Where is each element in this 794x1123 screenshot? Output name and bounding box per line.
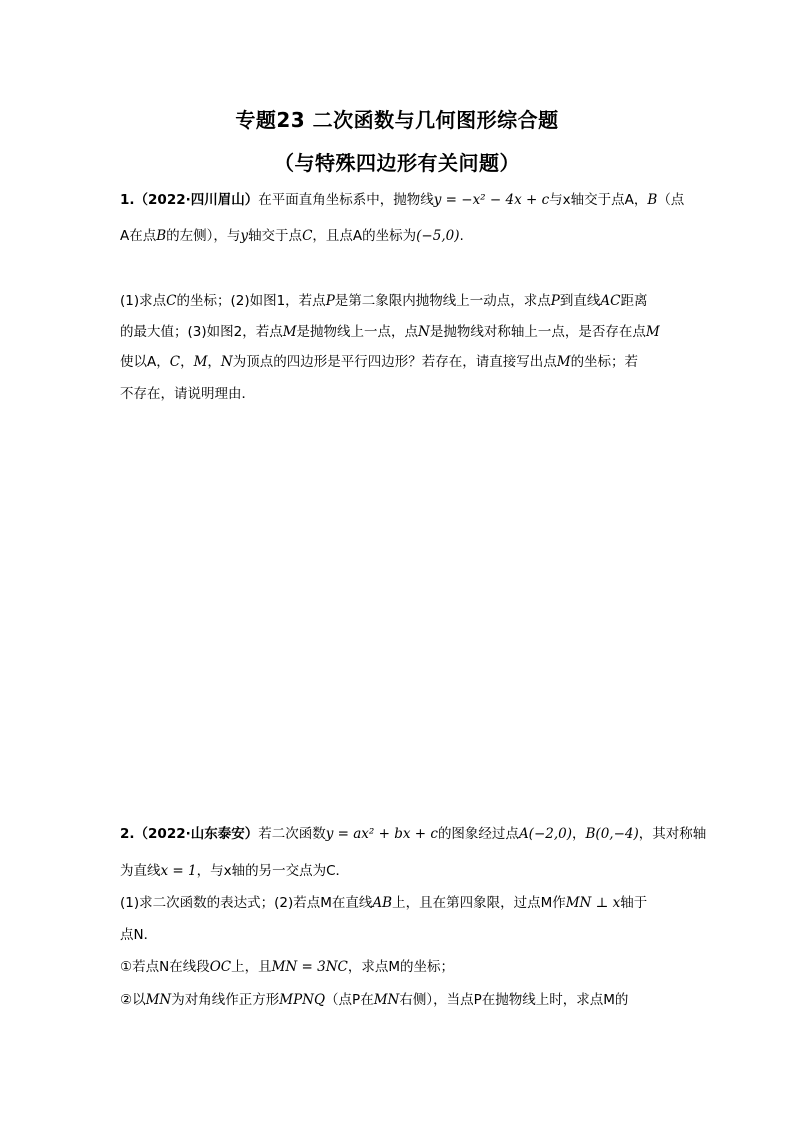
q2-var: AB xyxy=(372,895,393,911)
q2-text: 轴于 xyxy=(620,895,648,911)
q1-var: N xyxy=(220,354,233,370)
q2-text: ，求点M的坐标； xyxy=(347,959,455,975)
q2-line-3 xyxy=(120,893,680,913)
q1-text: 的最大值；(3)如图2，若点 xyxy=(120,324,283,340)
q1-text: 是抛物线对称轴上一点，是否存在点 xyxy=(429,324,646,340)
q2-number: 2. xyxy=(120,826,135,842)
q1-var: N xyxy=(418,324,430,340)
q2-equation: MN ⊥ x xyxy=(565,895,621,911)
q1-text: 使以A， xyxy=(120,354,170,370)
q1-var: M xyxy=(556,354,571,370)
q2-text: ①若点N在线段 xyxy=(120,959,210,975)
q1-text: 在平面直角坐标系中，抛物线 xyxy=(258,192,434,208)
q2-text: 上，且 xyxy=(231,959,272,975)
q2-text: 若二次函数 xyxy=(258,826,326,842)
q1-text: 是第二象限内抛物线上一动点，求点 xyxy=(334,293,551,309)
q1-text: 的左侧），与 xyxy=(166,228,241,244)
q1-line-5 xyxy=(120,352,680,372)
q1-var: P xyxy=(550,293,560,309)
q1-var: P xyxy=(325,293,335,309)
q2-text: 上，且在第四象限，过点M作 xyxy=(392,895,566,911)
q2-line-1 xyxy=(120,824,707,844)
q1-coordinate: (−5,0) xyxy=(416,228,460,244)
q1-text: 与x轴交于点A， xyxy=(549,192,648,208)
q1-text: 距离 xyxy=(620,293,648,309)
q1-text: 的坐标；(2)如图1，若点 xyxy=(176,293,326,309)
q2-equation: y = ax² + bx + c xyxy=(325,826,438,842)
q2-text: （点P在 xyxy=(325,992,374,1008)
q1-var: C xyxy=(169,354,181,370)
page-subtitle: （与特殊四边形有关问题） xyxy=(274,151,520,175)
q1-number: 1. xyxy=(120,192,135,208)
q2-text: 右侧），当点P在抛物线上时，求点M的 xyxy=(399,992,629,1008)
q1-var: M xyxy=(193,354,208,370)
q1-text: 轴交于点 xyxy=(248,228,303,244)
q1-var: y xyxy=(240,228,249,244)
q1-line-2 xyxy=(120,226,680,246)
q2-text: 为对角线作正方形 xyxy=(171,992,280,1008)
q2-text: 的图象经过点 xyxy=(437,826,519,842)
q2-text: ，与x轴的另一交点为C． xyxy=(196,863,350,879)
q2-text: ，其对称轴 xyxy=(638,826,707,842)
q1-text: . xyxy=(459,228,464,244)
q1-text: (1)求点 xyxy=(120,293,167,309)
q1-var: M xyxy=(645,324,660,340)
q1-equation: y = −x² − 4x + c xyxy=(433,192,550,208)
q2-line-2 xyxy=(120,861,680,881)
q1-text: ，且点A的坐标为 xyxy=(312,228,417,244)
q2-text: ， xyxy=(572,826,586,842)
q1-text: A在点 xyxy=(120,228,157,244)
q1-var: M xyxy=(282,324,297,340)
q1-line-4 xyxy=(120,322,680,342)
q1-text: ， xyxy=(180,354,194,370)
q1-var: AC xyxy=(600,293,621,309)
q1-var: B xyxy=(156,228,167,244)
q1-text: 的坐标；若 xyxy=(570,354,639,370)
q1-text: 为顶点的四边形是平行四边形？若存在，请直接写出点 xyxy=(232,354,557,370)
q2-text: (1)求二次函数的表达式；(2)若点M在直线 xyxy=(120,895,373,911)
q2-line-4 xyxy=(120,925,680,945)
q1-line-6 xyxy=(120,384,680,404)
q2-point: A(−2,0) xyxy=(518,826,573,842)
q2-text: ②以 xyxy=(120,992,146,1008)
q2-text: 为直线 xyxy=(120,863,161,879)
q2-var: MPNQ xyxy=(279,992,326,1008)
q1-text: 到直线 xyxy=(559,293,601,309)
q1-line-1 xyxy=(120,190,685,210)
q1-text: ， xyxy=(207,354,221,370)
q2-line-5 xyxy=(120,957,680,977)
q1-text: （点 xyxy=(657,192,685,208)
q1-text: 不存在，请说明理由． xyxy=(120,386,255,402)
q2-equation: MN = 3NC xyxy=(271,959,348,975)
q1-source: （2022·四川眉山） xyxy=(134,192,259,208)
q2-source: （2022·山东泰安） xyxy=(134,826,259,842)
q2-line-6 xyxy=(120,990,680,1010)
q1-var: B xyxy=(647,192,658,208)
q1-line-3 xyxy=(120,291,680,311)
q2-equation: x = 1 xyxy=(160,863,197,879)
q2-var: MN xyxy=(373,992,400,1008)
q2-text: 点N． xyxy=(120,927,158,943)
q2-point: B(0,−4) xyxy=(585,826,639,842)
q2-var: OC xyxy=(209,959,232,975)
q1-var: C xyxy=(302,228,313,244)
page-title: 专题23 二次函数与几何图形综合题 xyxy=(235,108,559,132)
q1-text: 是抛物线上一点，点 xyxy=(296,324,419,340)
q2-var: MN xyxy=(145,992,172,1008)
q1-var: C xyxy=(166,293,177,309)
